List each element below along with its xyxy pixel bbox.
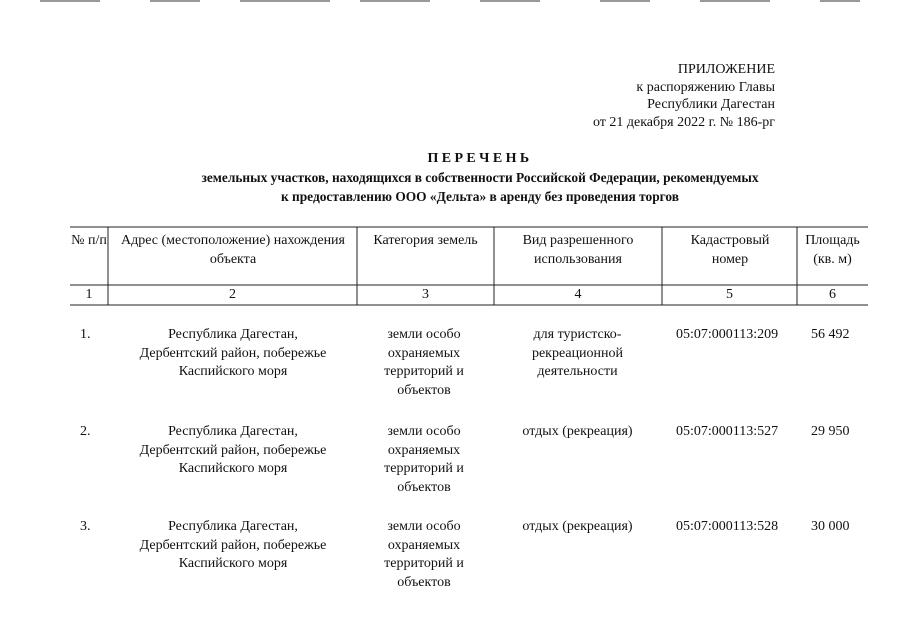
row-1-cadastral: 05:07:000113:209 xyxy=(676,327,779,342)
header-use: Вид разрешенного использования xyxy=(522,233,634,267)
row-1-address: Республика Дагестан, Дербентский район, побережье Каспийского моря xyxy=(139,327,327,379)
header-num: № п/п xyxy=(71,233,107,248)
column-number-2: 2 xyxy=(229,287,236,302)
column-number-3: 3 xyxy=(422,287,429,302)
appendix-date-number: от 21 декабря 2022 г. № 186-рг xyxy=(592,114,775,130)
header-area: Площадь (кв. м) xyxy=(805,233,860,267)
title-main: ПЕРЕЧЕНЬ xyxy=(427,151,533,166)
row-2-area: 29 950 xyxy=(811,424,850,439)
column-number-1: 1 xyxy=(85,287,93,302)
row-3-cadastral: 05:07:000113:528 xyxy=(676,519,779,534)
column-number-4: 4 xyxy=(574,287,582,302)
header-address: Адрес (местоположение) нахождения объекта xyxy=(120,233,345,267)
appendix-order-ref: к распоряжению Главы xyxy=(636,79,775,95)
row-2-category: земли особо охраняемых территорий и объектов xyxy=(384,424,464,495)
row-1-num: 1. xyxy=(80,327,91,342)
row-2-cadastral: 05:07:000113:527 xyxy=(676,424,779,439)
row-3-area: 30 000 xyxy=(811,519,850,534)
row-1-area: 56 492 xyxy=(811,327,850,342)
title-line-2: к предоставлению ООО «Дельта» в аренду без проведения торгов xyxy=(280,189,680,204)
row-1-category: земли особо охраняемых территорий и объектов xyxy=(384,327,464,398)
row-2-address: Республика Дагестан, Дербентский район, побережье Каспийского моря xyxy=(139,424,327,476)
header-category: Категория земель xyxy=(373,233,478,248)
title-line-1: земельных участков, находящихся в собственности Российской Федерации, рекомендуемых xyxy=(201,170,759,185)
row-2-use: отдых (рекреация) xyxy=(522,424,633,439)
header-cadastral: Кадастровый номер xyxy=(690,233,770,267)
row-3-use: отдых (рекреация) xyxy=(522,519,633,534)
row-1-use: для туристско-рекреационной деятельности xyxy=(531,327,624,379)
appendix-authority: Республики Дагестан xyxy=(647,97,775,112)
row-3-address: Республика Дагестан, Дербентский район, побережье Каспийского моря xyxy=(139,519,327,571)
appendix-title: ПРИЛОЖЕНИЕ xyxy=(677,62,775,77)
column-number-6: 6 xyxy=(829,287,836,302)
column-number-5: 5 xyxy=(726,287,733,302)
row-2-num: 2. xyxy=(80,424,91,439)
row-3-category: земли особо охраняемых территорий и объектов xyxy=(384,519,464,590)
row-3-num: 3. xyxy=(80,519,91,534)
